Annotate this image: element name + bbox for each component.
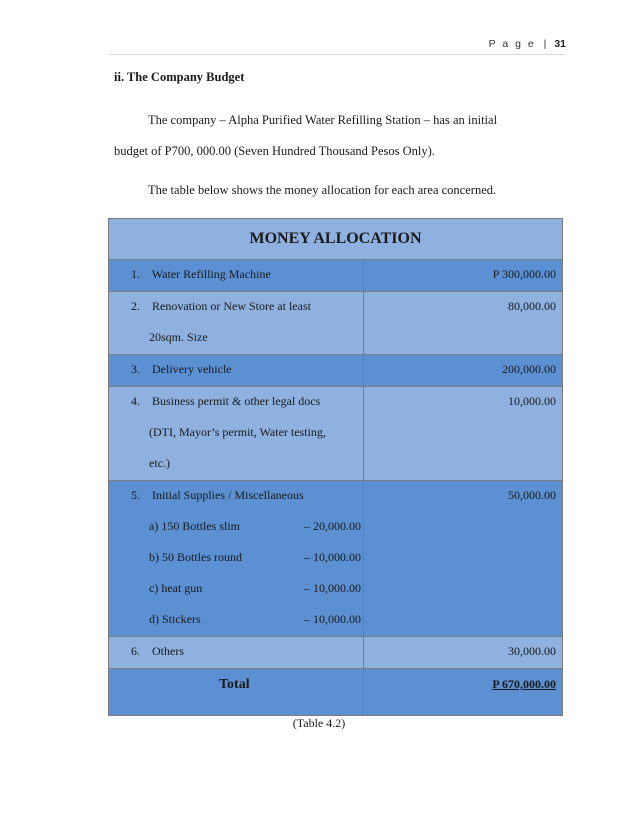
row-label: Renovation or New Store at least: [152, 299, 311, 313]
paragraph-1: The company – Alpha Purified Water Refilling Station – has an initial: [148, 113, 498, 127]
row-number: 6.: [131, 644, 140, 658]
money-allocation-table: [108, 218, 563, 716]
row-label: Delivery vehicle: [152, 362, 232, 376]
table-row: [109, 292, 563, 355]
page-word: P a g e: [488, 38, 536, 50]
row-number: 4.: [131, 394, 140, 408]
sub-item: [109, 605, 363, 636]
table-row: [109, 355, 563, 387]
row-label-continued: 20sqm. Size: [149, 330, 208, 344]
page-number: 31: [554, 38, 566, 50]
row-label-continued: etc.): [149, 456, 170, 470]
row-number: 5.: [131, 488, 140, 502]
total-label: Total: [109, 669, 364, 716]
row-label: Others: [152, 644, 184, 658]
total-amount: P 670,000.00: [364, 669, 563, 716]
section-heading: ii. The Company Budget: [114, 70, 245, 84]
sub-item: [109, 574, 363, 605]
row-description: [109, 355, 364, 387]
row-number: 3.: [131, 362, 140, 376]
page-header: [489, 38, 566, 50]
sub-item-name: c) heat gun: [149, 581, 203, 595]
row-amount: P 300,000.00: [364, 260, 563, 292]
row-label: Water Refilling Machine: [151, 267, 271, 281]
sub-item: [109, 512, 363, 543]
row-description: [109, 387, 364, 481]
sub-item-name: a) 150 Bottles slim: [149, 519, 240, 533]
sub-item-amount: – 10,000.00: [304, 581, 361, 595]
table-title: MONEY ALLOCATION: [109, 219, 563, 260]
row-amount: 30,000.00: [364, 637, 563, 669]
row-label-continued: (DTI, Mayor’s permit, Water testing,: [149, 425, 326, 439]
table-row: [109, 481, 563, 637]
table-title-row: [109, 219, 563, 260]
sub-item: [109, 543, 363, 574]
row-label: Business permit & other legal docs: [152, 394, 321, 408]
sub-item-name: b) 50 Bottles round: [149, 550, 242, 564]
row-number: 1.: [131, 267, 140, 281]
row-amount: 200,000.00: [364, 355, 563, 387]
row-amount: 80,000.00: [364, 292, 563, 355]
row-amount: 10,000.00: [364, 387, 563, 481]
row-description: [109, 292, 364, 355]
sub-item-amount: – 10,000.00: [304, 550, 361, 564]
row-label: Initial Supplies / Miscellaneous: [152, 488, 304, 502]
table-row: [109, 260, 563, 292]
page-separator: |: [543, 38, 547, 50]
row-number: 2.: [131, 299, 140, 313]
total-row: [109, 669, 563, 716]
table-row: [109, 637, 563, 669]
sub-item-name: d) Stickers: [149, 612, 201, 626]
sub-item-amount: – 20,000.00: [304, 519, 361, 533]
header-rule: [109, 54, 565, 55]
table-row: [109, 387, 563, 481]
paragraph-3: The table below shows the money allocation for each area concerned.: [148, 183, 497, 197]
paragraph-2: budget of P700, 000.00 (Seven Hundred Thousand Pesos Only).: [114, 144, 435, 158]
sub-item-amount: – 10,000.00: [304, 612, 361, 626]
row-amount: 50,000.00: [364, 481, 563, 637]
table-caption: (Table 4.2): [292, 716, 346, 730]
row-description: [109, 637, 364, 669]
row-description: [109, 260, 364, 292]
row-description: [109, 481, 364, 637]
